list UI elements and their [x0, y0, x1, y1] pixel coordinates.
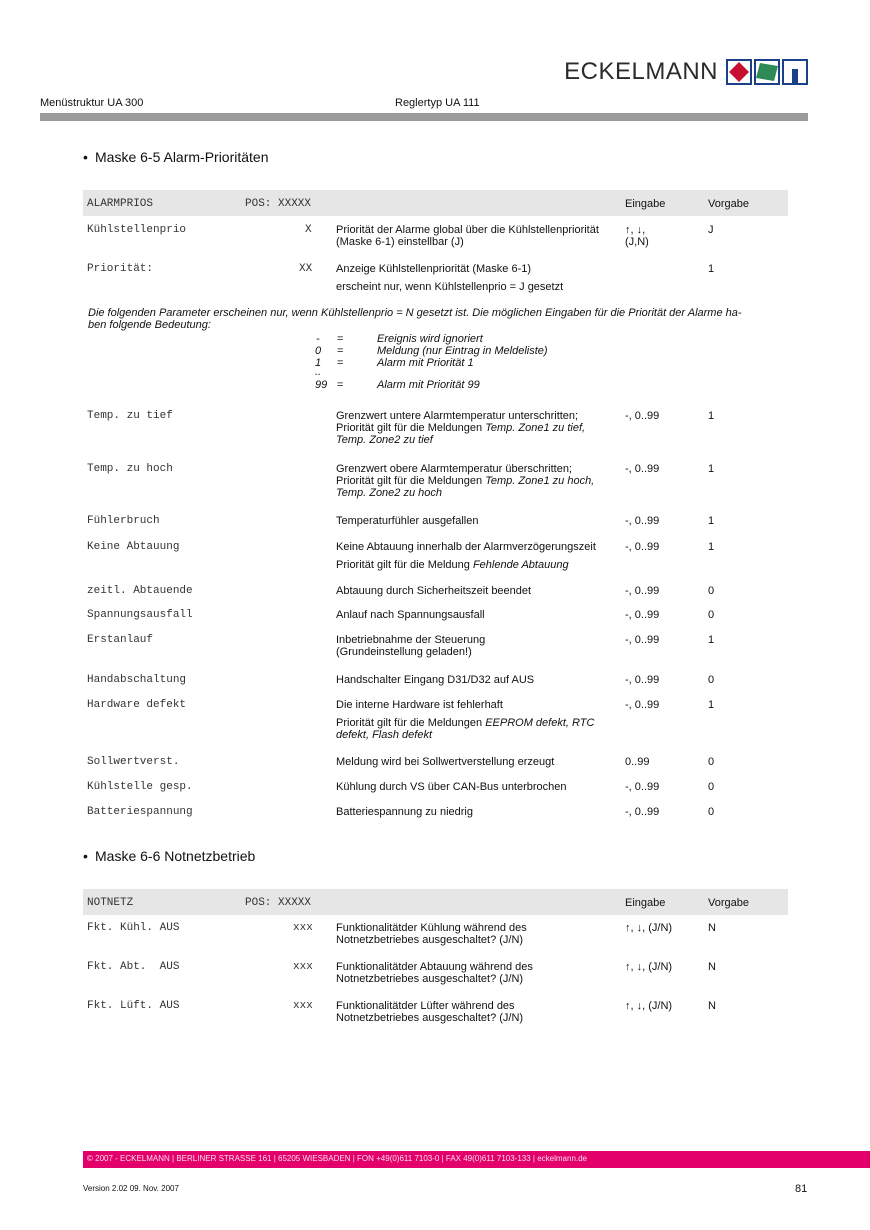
logo-mark-blue-icon — [782, 59, 808, 85]
param-name: Temp. zu hoch — [87, 463, 173, 475]
param-vorgabe: 0 — [708, 609, 715, 621]
legend-text: Meldung (nur Eintrag in Meldeliste) — [377, 345, 548, 357]
bullet-icon: • — [83, 848, 88, 864]
param-desc: Anzeige Kühlstellenpriorität (Maske 6-1) — [336, 263, 532, 275]
param-vorgabe: 1 — [708, 699, 715, 711]
legend-item — [310, 366, 610, 379]
param-name: Kühlstellenprio — [87, 224, 187, 236]
param-desc-extra: defekt, Flash defekt — [336, 729, 432, 741]
section-title-text: Maske 6-5 Alarm-Prioritäten — [95, 149, 269, 165]
param-desc: (Grundeinstellung geladen!) — [336, 646, 472, 658]
param-desc: Notnetzbetriebes ausgeschaltet? (J/N) — [336, 934, 524, 946]
param-desc: Notnetzbetriebes ausgeschaltet? (J/N) — [336, 1012, 524, 1024]
note-line: Die folgenden Parameter erscheinen nur, wenn Kühlstellenprio = N gesetzt ist. Die möglichen Eingaben für die Priorität der Alarme ha- — [88, 307, 742, 319]
param-vorgabe: 1 — [708, 541, 715, 553]
param-eingabe: ↑, ↓, (J/N) — [625, 922, 673, 934]
param-name: Fkt. Kühl. AUS — [87, 922, 180, 934]
param-name: Sollwertverst. — [87, 756, 180, 768]
param-desc: Anlauf nach Spannungsausfall — [336, 609, 485, 621]
page-number: 81 — [795, 1183, 808, 1195]
param-desc: Funktionalitätder Abtauung während des — [336, 961, 533, 973]
param-vorgabe: 1 — [708, 634, 715, 646]
param-name: Keine Abtauung — [87, 541, 180, 553]
param-eingabe: -, 0..99 — [625, 674, 660, 686]
param-name: Spannungsausfall — [87, 609, 193, 621]
section-title-text: Maske 6-6 Notnetzbetrieb — [95, 848, 256, 864]
param-desc: Inbetriebnahme der Steuerung — [336, 634, 486, 646]
param-desc: Priorität gilt für die Meldungen Temp. Zone1 zu tief, — [336, 422, 586, 434]
table-header-alarmprios — [83, 190, 788, 216]
param-desc: Temp. Zone2 zu hoch — [336, 487, 442, 499]
param-desc: Priorität der Alarme global über die Kühlstellenpriorität — [336, 224, 599, 236]
legend-item — [310, 357, 610, 369]
legend-key: 0 — [315, 345, 322, 357]
param-vorgabe: 0 — [708, 781, 715, 793]
param-desc: Abtauung durch Sicherheitszeit beendet — [336, 585, 532, 597]
legend-key: 99 — [315, 379, 328, 391]
param-vorgabe: 0 — [708, 756, 715, 768]
param-eingabe: ↑, ↓, (J/N) — [625, 961, 673, 973]
param-desc: Funktionalitätder Kühlung während des — [336, 922, 527, 934]
param-eingabe: -, 0..99 — [625, 410, 660, 422]
param-name: Temp. zu tief — [87, 410, 173, 422]
footer-address: © 2007 - ECKELMANN | BERLINER STRASSE 161 | 65205 WIESBADEN | FON +49(0)611 7103-0 | FAX 49(0)611 7103-133 | eckelmann.de — [87, 1154, 588, 1163]
header-pos: POS: XXXXX — [245, 897, 312, 909]
legend-eq: = — [337, 345, 344, 357]
param-desc: Funktionalitätder Lüfter während des — [336, 1000, 515, 1012]
legend-key: 1 — [315, 357, 322, 369]
priority-legend — [310, 333, 610, 391]
param-desc: Temp. Zone2 zu tief — [336, 434, 433, 446]
header-eingabe: Eingabe — [625, 897, 666, 909]
param-eingabe: -, 0..99 — [625, 609, 660, 621]
logo-mark-green-icon — [754, 59, 780, 85]
header-name: ALARMPRIOS — [87, 198, 154, 210]
param-vorgabe: J — [708, 224, 714, 236]
param-desc: Temperaturfühler ausgefallen — [336, 515, 479, 527]
logo-text: ECKELMANN — [564, 58, 718, 85]
param-name: zeitl. Abtauende — [87, 585, 193, 597]
note-text — [88, 307, 788, 331]
header-vorgabe: Vorgabe — [708, 897, 749, 909]
param-desc: Kühlung durch VS über CAN-Bus unterbrochen — [336, 781, 567, 793]
param-value: xxx — [293, 961, 313, 973]
param-desc: Die interne Hardware ist fehlerhaft — [336, 699, 503, 711]
param-desc: Meldung wird bei Sollwertverstellung erzeugt — [336, 756, 555, 768]
param-desc-extra: Priorität gilt für die Meldungen EEPROM defekt, RTC — [336, 717, 595, 729]
header-middle-title: Reglertyp UA 111 — [395, 97, 480, 109]
note-line: ben folgende Bedeutung: — [88, 319, 211, 331]
param-eingabe: -, 0..99 — [625, 541, 660, 553]
param-value: xxx — [293, 1000, 313, 1012]
header-divider — [40, 113, 808, 121]
param-eingabe: -, 0..99 — [625, 634, 660, 646]
param-value: xxx — [293, 922, 313, 934]
section-title-notnetzbetrieb — [83, 848, 255, 864]
param-vorgabe: 1 — [708, 263, 715, 275]
legend-item — [310, 379, 610, 391]
legend-item — [310, 345, 610, 357]
param-name: Hardware defekt — [87, 699, 187, 711]
param-name: Erstanlauf — [87, 634, 154, 646]
param-vorgabe: N — [708, 961, 716, 973]
header-eingabe: Eingabe — [625, 198, 666, 210]
param-value: X — [305, 224, 312, 236]
bullet-icon: • — [83, 149, 88, 165]
footer-version: Version 2.02 09. Nov. 2007 — [83, 1184, 179, 1193]
param-vorgabe: 0 — [708, 806, 715, 818]
legend-item — [310, 333, 610, 345]
param-eingabe: ↑, ↓, — [625, 224, 646, 236]
param-desc-extra: erscheint nur, wenn Kühlstellenprio = J gesetzt — [336, 281, 564, 293]
param-name: Fkt. Lüft. AUS — [87, 1000, 180, 1012]
logo-marks — [724, 59, 808, 85]
param-vorgabe: 0 — [708, 585, 715, 597]
param-value: XX — [299, 263, 313, 275]
param-desc: Grenzwert untere Alarmtemperatur unterschritten; — [336, 410, 579, 422]
legend-eq: = — [337, 379, 344, 391]
legend-eq: = — [337, 333, 344, 345]
param-eingabe: -, 0..99 — [625, 806, 660, 818]
param-vorgabe: N — [708, 922, 716, 934]
legend-text: Alarm mit Priorität 1 — [377, 357, 474, 369]
param-eingabe: 0..99 — [625, 756, 650, 768]
logo-mark-red-icon — [726, 59, 752, 85]
param-name: Fkt. Abt. AUS — [87, 961, 180, 973]
param-desc: Grenzwert obere Alarmtemperatur überschritten; — [336, 463, 572, 475]
header-left-title: Menüstruktur UA 300 — [40, 97, 144, 109]
param-name: Priorität: — [87, 263, 154, 275]
header-pos: POS: XXXXX — [245, 198, 312, 210]
param-name: Handabschaltung — [87, 674, 187, 686]
param-name: Fühlerbruch — [87, 515, 160, 527]
param-eingabe: -, 0..99 — [625, 699, 660, 711]
legend-text: Ereignis wird ignoriert — [377, 333, 483, 345]
param-desc: (Maske 6-1) einstellbar (J) — [336, 236, 464, 248]
param-vorgabe: 1 — [708, 410, 715, 422]
param-vorgabe: 0 — [708, 674, 715, 686]
param-desc: Notnetzbetriebes ausgeschaltet? (J/N) — [336, 973, 524, 985]
param-vorgabe: 1 — [708, 463, 715, 475]
param-eingabe: -, 0..99 — [625, 585, 660, 597]
param-desc: Keine Abtauung innerhalb der Alarmverzögerungszeit — [336, 541, 596, 553]
legend-text: Alarm mit Priorität 99 — [377, 379, 480, 391]
legend-key: - — [316, 333, 320, 345]
param-desc-extra: Priorität gilt für die Meldung Fehlende Abtauung — [336, 559, 569, 571]
header-vorgabe: Vorgabe — [708, 198, 749, 210]
param-desc: Priorität gilt für die Meldungen Temp. Zone1 zu hoch, — [336, 475, 595, 487]
param-eingabe: (J,N) — [625, 236, 649, 248]
param-desc: Batteriespannung zu niedrig — [336, 806, 473, 818]
param-eingabe: -, 0..99 — [625, 463, 660, 475]
param-name: Kühlstelle gesp. — [87, 781, 193, 793]
section-title-alarm-prioritaeten — [83, 149, 269, 165]
param-desc: Handschalter Eingang D31/D32 auf AUS — [336, 674, 535, 686]
param-eingabe: -, 0..99 — [625, 781, 660, 793]
eckelmann-logo — [564, 56, 808, 88]
legend-eq: = — [337, 357, 344, 369]
param-vorgabe: 1 — [708, 515, 715, 527]
header-name: NOTNETZ — [87, 897, 134, 909]
param-eingabe: ↑, ↓, (J/N) — [625, 1000, 673, 1012]
table-header-notnetz — [83, 889, 788, 915]
param-vorgabe: N — [708, 1000, 716, 1012]
legend-key: .. — [315, 366, 322, 378]
param-eingabe: -, 0..99 — [625, 515, 660, 527]
param-name: Batteriespannung — [87, 806, 193, 818]
